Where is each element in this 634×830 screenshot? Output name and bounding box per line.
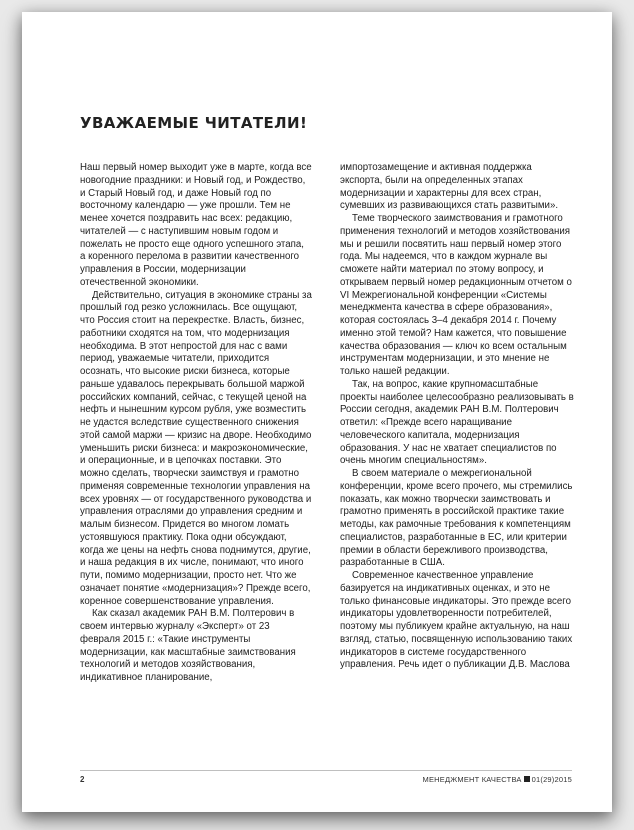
- paragraph: Как сказал академик РАН В.М. Полтерович в своем интервью журналу «Эксперт» от 23 февраля 2015 г.: «Такие инструменты модернизации, как масштабные заимствования технологий и методов хозяйствования, индикативное планирование,: [80, 608, 296, 683]
- page-title: УВАЖАЕМЫЕ ЧИТАТЕЛИ!: [80, 114, 308, 132]
- paragraph: Действительно, ситуация в экономике страны за прошлый год резко усложнилась. Все ощущают, что Россия стоит на перекрестке. Власть, бизнес, работники сходятся на том, что модернизация необходима. В этот непростой для нас с вами период, уважаемые читатели, приходится осознать, что высокие риски бизнеса, которые раньше удавалось перекрывать большой маржой российских компаний, сейчас, с текущей ценой на нефть и нынешним курсом рубля, уже возместить не удастся вследствие существенного снижения этой самой маржи — кризис на дворе. Необходимо уменьшить риски бизнеса: и макроэкономические, и операционные, и в цепочках поставки. Это можно сделать, творчески заимствуя и грамотно применяя современные технологии управления на всех уровнях — от государственного руководства и управления отраслями до управления средним и малым бизнесом. Придется во многом ломать устоявшуюся практику. Пока одни обсуждают, когда же цены на нефть снова поднимутся, другие, и наша редакция в их числе, понимают, что иного пути, помимо модернизации, просто нет. Что же означает понятие «модернизация»? Прежде всего, коренное совершенствование управления.: [80, 289, 312, 607]
- journal-page: [22, 12, 612, 812]
- journal-reference: [423, 775, 572, 784]
- right-text-column: [340, 162, 574, 672]
- left-text-column: [80, 162, 312, 685]
- paragraph: Теме творческого заимствования и грамотного применения технологий и методов хозяйствования мы и решили посвятить наш первый номер этого года. Мы надеемся, что в каждом журнале вы сможете найти материал по этому вопросу, и открываем первый номер редакционным отчетом о VI Межрегиональной конференции «Системы менеджмента качества в сфере образования», которая состоялась 3–4 декабря 2014 г. Почему именно этой темой? Нам кажется, что повышение качества образования — ключ ко всем остальным инструментам модернизации, и это мнение не только нашей редакции.: [340, 213, 572, 377]
- square-bullet-icon: [524, 776, 530, 782]
- paragraph: Так, на вопрос, какие крупномасштабные проекты наиболее целесообразно реализовывать в России сегодня, академик РАН В.М. Полтерович ответил: «Прежде всего наращивание человеческого капитала, модернизация образования. У нас не хватает специалистов по очень многим специальностям».: [340, 378, 574, 467]
- paragraph: Наш первый номер выходит уже в марте, когда все новогодние праздники: и Новый год, и Рождество, и Старый Новый год, и даже Новый год по восточному календарю — уже прошли. Тем не менее хочется поздравить нас всех: редакцию, читателей — с наступившим новым годом и пожелать не просто еще одного успешного этапа, а коренного перелома в развитии качественного управления в России, модернизации отечественной экономики.: [80, 162, 312, 288]
- issue-number: 01(29)2015: [531, 775, 572, 784]
- journal-name: МЕНЕДЖМЕНТ КАЧЕСТВА: [422, 775, 522, 784]
- page-number: 2: [80, 775, 85, 784]
- paragraph: Современное качественное управление базируется на индикативных оценках, и это не только финансовые индикаторы. Это прежде всего индикаторы удовлетворенности потребителей, поэтому мы публикуем крайне актуальную, на наш взгляд, статью, посвященную использованию таких индикаторов в системе государственного управления. Речь идет о публикации Д.В. Маслова: [340, 570, 573, 671]
- paragraph: В своем материале о межрегиональной конференции, кроме всего прочего, мы стремились показать, как можно творчески заимствовать и грамотно применять в российской практике такие методы, как рамочные требования к компетенциям специалистов, разработанные в ЕС, или критерии премии в области бережливого производства, разработанные в США.: [340, 468, 573, 569]
- paragraph: импортозамещение и активная поддержка экспорта, были на определенных этапах модернизации и характерны для всех стран, сумевших из развивающихся стать развитыми».: [340, 162, 559, 212]
- page-footer: [80, 770, 572, 784]
